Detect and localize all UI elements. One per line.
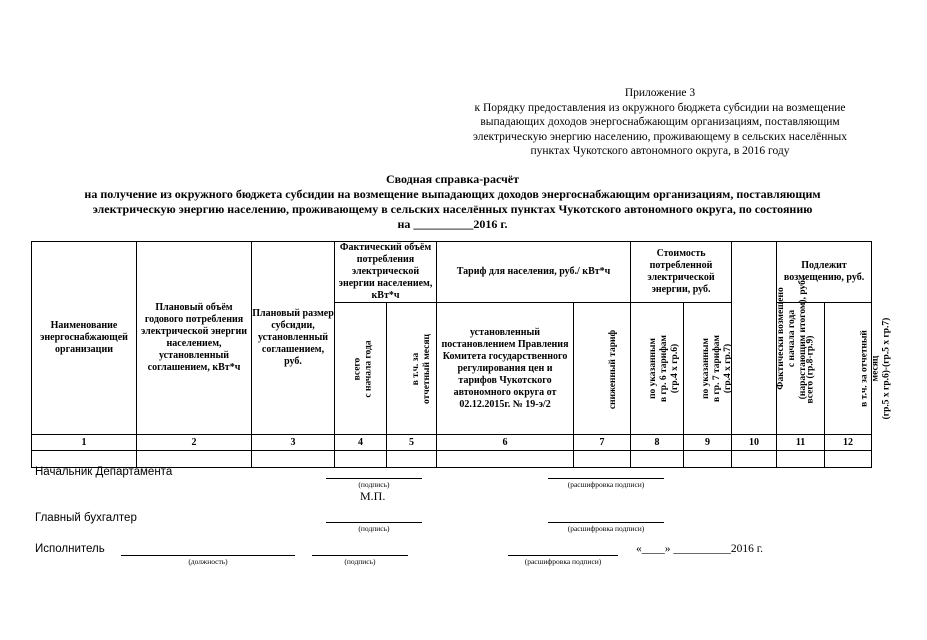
- header-refunded-text: Фактически возмещено с начала года (нарастающим итогом), руб.: [776, 277, 809, 399]
- accountant-decoding-caption: (расшифровка подписи): [567, 524, 645, 533]
- col-num-1: 1: [32, 435, 137, 451]
- col-num-2: 2: [137, 435, 252, 451]
- header-cost-6: по указанным в гр. 6 тарифам (гр.4 х гр.6): [631, 303, 684, 435]
- appendix-number: Приложение 3: [624, 87, 696, 99]
- col-num-7: 7: [574, 435, 631, 451]
- header-plan-subsidy: Плановый размер субсидии, установленный соглашением, руб.: [252, 242, 335, 435]
- document-title: [0, 172, 905, 232]
- data-cell[interactable]: [137, 451, 252, 468]
- data-cell[interactable]: [777, 451, 825, 468]
- col-num-8: 8: [631, 435, 684, 451]
- appendix-line-2: выпадающих доходов энергоснабжающим организациям, поставляющим: [480, 116, 840, 128]
- col-num-4: 4: [335, 435, 387, 451]
- header-due-total: всего (гр.8-гр.9): [777, 303, 825, 435]
- col-num-3: 3: [252, 435, 335, 451]
- stamp-place: М.П.: [360, 489, 386, 503]
- col-num-9: 9: [684, 435, 732, 451]
- executor-decoding-line[interactable]: [508, 555, 618, 556]
- calculation-table: [31, 241, 892, 468]
- header-tariff-group: Тариф для населения, руб./ кВт*ч: [437, 242, 631, 303]
- header-plan-volume: Плановый объём годового потребления электрической энергии населением, установленный соглашением, кВт*ч: [137, 242, 252, 435]
- appendix-line-3: электрическую энергию населению, проживающему в сельских населённых: [472, 130, 848, 143]
- header-due-group: Подлежит возмещению, руб.: [777, 242, 872, 303]
- data-cell[interactable]: [335, 451, 387, 468]
- col-num-11: 11: [777, 435, 825, 451]
- header-tariff-reduced: сниженный тариф: [574, 303, 631, 435]
- header-fact-month: в т.ч. за отчетный месяц: [387, 303, 437, 435]
- col-num-5: 5: [387, 435, 437, 451]
- column-number-row: [32, 435, 872, 451]
- executor-signature-line[interactable]: [312, 555, 408, 556]
- header-cost-group: Стоимость потребленной электрической энергии, руб.: [631, 242, 732, 303]
- data-cell[interactable]: [437, 451, 574, 468]
- accountant-label: Главный бухгалтер: [35, 512, 137, 524]
- head-signature-caption: (подпись): [358, 480, 390, 489]
- header-due-month: в т.ч. за отчетный месяц (гр.5 х гр.6)-(гр.5 х гр.7): [825, 303, 872, 435]
- data-cell[interactable]: [631, 451, 684, 468]
- data-cell[interactable]: [387, 451, 437, 468]
- executor-label: Исполнитель: [35, 543, 105, 555]
- header-fact-group: Фактический объём потребления электрической энергии населением, кВт*ч: [335, 242, 437, 303]
- accountant-signature-caption: (подпись): [358, 524, 390, 533]
- title-line-2: на получение из окружного бюджета субсидии на возмещение выпадающих доходов энергоснабжающим организациям, поставляющим: [84, 187, 821, 201]
- executor-position-caption: (должность): [188, 557, 228, 566]
- col-num-12: 12: [825, 435, 872, 451]
- data-cell[interactable]: [732, 451, 777, 468]
- header-fact-total: всего с начала года: [335, 303, 387, 435]
- data-cell[interactable]: [32, 451, 137, 468]
- head-signature-line[interactable]: [326, 478, 422, 479]
- executor-signature-caption: (подпись): [344, 557, 376, 566]
- executor-position-line[interactable]: [121, 555, 295, 556]
- data-row: [32, 451, 872, 468]
- head-label: Начальник Департамента: [35, 466, 173, 478]
- appendix-block: [430, 86, 890, 159]
- header-refunded: [732, 242, 809, 435]
- appendix-line-1: к Порядку предоставления из окружного бюджета субсидии на возмещение: [474, 101, 846, 114]
- data-cell[interactable]: [825, 451, 872, 468]
- header-org: Наименование энергоснабжающей организации: [32, 242, 137, 435]
- header-cost-7: по указанным в гр. 7 тарифам (гр.4 х гр.7): [684, 303, 732, 435]
- title-line-1: Сводная справка-расчёт: [385, 172, 520, 186]
- title-line-4: на __________2016 г.: [397, 217, 508, 231]
- title-line-3: электрическую энергию населению, проживающему в сельских населённых пунктах Чукотского автономного округа, по состоянию: [92, 202, 813, 216]
- head-decoding-caption: (расшифровка подписи): [567, 480, 645, 489]
- col-num-10: 10: [732, 435, 777, 451]
- appendix-line-4: пунктах Чукотского автономного округа, в 2016 году: [530, 145, 790, 157]
- executor-decoding-caption: (расшифровка подписи): [524, 557, 602, 566]
- accountant-signature-line[interactable]: [326, 522, 422, 523]
- header-tariff-set: установленный постановлением Правления Комитета государственного регулирования цен и тарифов Чукотского автономного округа от 02.12.2015г. № 19-э/2: [437, 303, 574, 435]
- head-decoding-line[interactable]: [548, 478, 664, 479]
- executor-date: «____» __________2016 г.: [636, 543, 764, 555]
- data-cell[interactable]: [574, 451, 631, 468]
- data-cell[interactable]: [252, 451, 335, 468]
- accountant-decoding-line[interactable]: [548, 522, 664, 523]
- col-num-6: 6: [437, 435, 574, 451]
- data-cell[interactable]: [684, 451, 732, 468]
